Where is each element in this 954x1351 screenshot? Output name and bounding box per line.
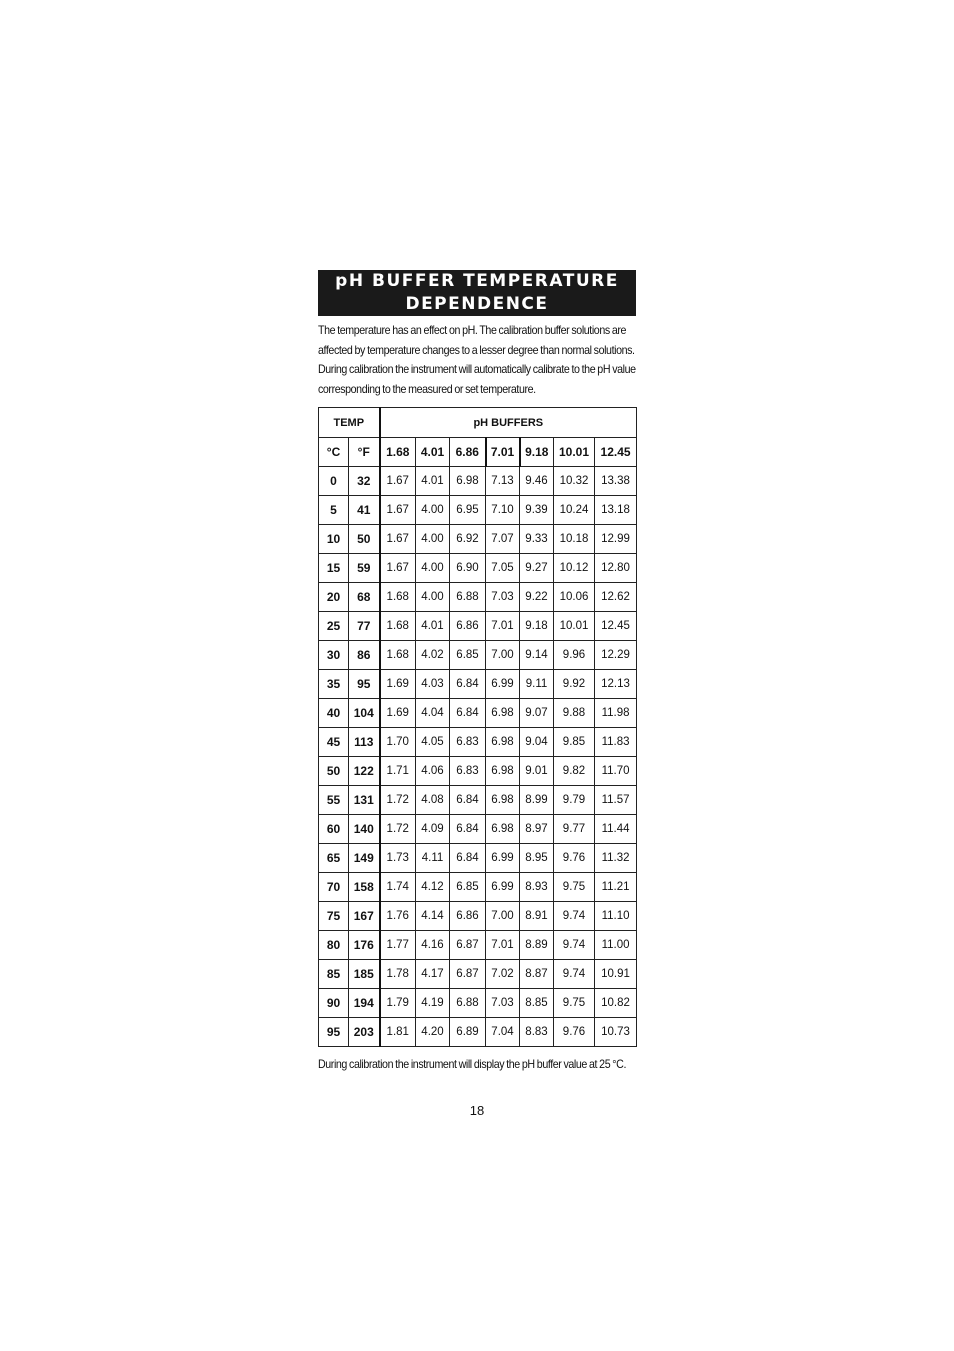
celsius-cell: 50 bbox=[319, 757, 349, 786]
buffer-value-cell: 12.45 bbox=[595, 612, 637, 641]
buffer-value-cell: 9.82 bbox=[554, 757, 595, 786]
buffer-value-cell: 7.04 bbox=[486, 1018, 520, 1047]
buffer-header: 12.45 bbox=[595, 438, 637, 467]
buffers-header: pH BUFFERS bbox=[380, 408, 637, 438]
buffer-value-cell: 11.83 bbox=[595, 728, 637, 757]
buffer-value-cell: 6.84 bbox=[450, 786, 486, 815]
buffer-value-cell: 10.18 bbox=[554, 525, 595, 554]
fahrenheit-cell: 41 bbox=[349, 496, 380, 525]
buffer-header: 10.01 bbox=[554, 438, 595, 467]
fahrenheit-cell: 68 bbox=[349, 583, 380, 612]
buffer-value-cell: 13.38 bbox=[595, 467, 637, 496]
fahrenheit-cell: 167 bbox=[349, 902, 380, 931]
buffer-value-cell: 9.01 bbox=[520, 757, 554, 786]
buffer-value-cell: 4.00 bbox=[416, 525, 450, 554]
buffer-value-cell: 1.74 bbox=[380, 873, 416, 902]
buffer-value-cell: 4.01 bbox=[416, 467, 450, 496]
buffer-value-cell: 6.98 bbox=[486, 815, 520, 844]
fahrenheit-cell: 59 bbox=[349, 554, 380, 583]
buffer-header: 7.01 bbox=[486, 438, 520, 467]
celsius-cell: 75 bbox=[319, 902, 349, 931]
buffer-value-cell: 6.86 bbox=[450, 902, 486, 931]
buffer-value-cell: 1.69 bbox=[380, 699, 416, 728]
celsius-cell: 90 bbox=[319, 989, 349, 1018]
fahrenheit-cell: 95 bbox=[349, 670, 380, 699]
table-row bbox=[319, 699, 637, 728]
celsius-cell: 35 bbox=[319, 670, 349, 699]
buffer-value-cell: 9.77 bbox=[554, 815, 595, 844]
buffer-value-cell: 10.01 bbox=[554, 612, 595, 641]
buffer-value-cell: 6.83 bbox=[450, 757, 486, 786]
buffer-header: 4.01 bbox=[416, 438, 450, 467]
buffer-value-cell: 6.84 bbox=[450, 815, 486, 844]
buffer-value-cell: 10.06 bbox=[554, 583, 595, 612]
buffer-value-cell: 9.75 bbox=[554, 989, 595, 1018]
buffer-value-cell: 6.99 bbox=[486, 844, 520, 873]
buffer-value-cell: 1.71 bbox=[380, 757, 416, 786]
buffer-value-cell: 7.13 bbox=[486, 467, 520, 496]
buffer-value-cell: 9.74 bbox=[554, 960, 595, 989]
buffer-value-cell: 4.19 bbox=[416, 989, 450, 1018]
buffer-value-cell: 6.95 bbox=[450, 496, 486, 525]
buffer-value-cell: 6.98 bbox=[486, 786, 520, 815]
buffer-value-cell: 11.21 bbox=[595, 873, 637, 902]
buffer-value-cell: 9.22 bbox=[520, 583, 554, 612]
buffer-value-cell: 1.72 bbox=[380, 786, 416, 815]
buffer-value-cell: 9.75 bbox=[554, 873, 595, 902]
table-row bbox=[319, 670, 637, 699]
page-number: 18 bbox=[469, 1103, 485, 1118]
buffer-value-cell: 4.06 bbox=[416, 757, 450, 786]
buffer-value-cell: 6.84 bbox=[450, 699, 486, 728]
buffer-value-cell: 1.67 bbox=[380, 554, 416, 583]
buffer-value-cell: 9.18 bbox=[520, 612, 554, 641]
table-row bbox=[319, 844, 637, 873]
buffer-value-cell: 6.86 bbox=[450, 612, 486, 641]
buffer-value-cell: 4.03 bbox=[416, 670, 450, 699]
buffer-value-cell: 8.83 bbox=[520, 1018, 554, 1047]
buffer-value-cell: 1.78 bbox=[380, 960, 416, 989]
buffer-value-cell: 11.32 bbox=[595, 844, 637, 873]
table-row bbox=[319, 786, 637, 815]
fahrenheit-cell: 140 bbox=[349, 815, 380, 844]
table-row bbox=[319, 525, 637, 554]
buffer-value-cell: 4.12 bbox=[416, 873, 450, 902]
table-row bbox=[319, 496, 637, 525]
buffer-value-cell: 7.03 bbox=[486, 583, 520, 612]
buffer-value-cell: 9.11 bbox=[520, 670, 554, 699]
buffer-value-cell: 9.79 bbox=[554, 786, 595, 815]
fahrenheit-cell: 203 bbox=[349, 1018, 380, 1047]
table-row bbox=[319, 612, 637, 641]
ph-buffer-table bbox=[318, 407, 637, 1047]
buffer-value-cell: 4.05 bbox=[416, 728, 450, 757]
buffer-value-cell: 9.33 bbox=[520, 525, 554, 554]
buffer-value-cell: 6.90 bbox=[450, 554, 486, 583]
buffer-header: 6.86 bbox=[450, 438, 486, 467]
buffer-header: 1.68 bbox=[380, 438, 416, 467]
buffer-value-cell: 9.39 bbox=[520, 496, 554, 525]
section-title-line1: pH BUFFER TEMPERATURE bbox=[335, 271, 619, 291]
buffer-value-cell: 9.85 bbox=[554, 728, 595, 757]
buffer-value-cell: 7.05 bbox=[486, 554, 520, 583]
fahrenheit-cell: 149 bbox=[349, 844, 380, 873]
buffer-value-cell: 6.84 bbox=[450, 844, 486, 873]
buffer-value-cell: 6.98 bbox=[486, 728, 520, 757]
buffer-value-cell: 6.83 bbox=[450, 728, 486, 757]
celsius-cell: 55 bbox=[319, 786, 349, 815]
celsius-cell: 95 bbox=[319, 1018, 349, 1047]
buffer-value-cell: 4.20 bbox=[416, 1018, 450, 1047]
buffer-value-cell: 6.99 bbox=[486, 873, 520, 902]
buffer-value-cell: 6.88 bbox=[450, 989, 486, 1018]
buffer-value-cell: 10.12 bbox=[554, 554, 595, 583]
celsius-header: °C bbox=[319, 438, 349, 467]
buffer-value-cell: 13.18 bbox=[595, 496, 637, 525]
buffer-value-cell: 7.07 bbox=[486, 525, 520, 554]
buffer-value-cell: 4.04 bbox=[416, 699, 450, 728]
buffer-value-cell: 8.87 bbox=[520, 960, 554, 989]
buffer-value-cell: 8.95 bbox=[520, 844, 554, 873]
buffer-value-cell: 10.73 bbox=[595, 1018, 637, 1047]
buffer-value-cell: 9.96 bbox=[554, 641, 595, 670]
buffer-value-cell: 10.91 bbox=[595, 960, 637, 989]
buffer-value-cell: 4.08 bbox=[416, 786, 450, 815]
buffer-header: 9.18 bbox=[520, 438, 554, 467]
buffer-value-cell: 11.44 bbox=[595, 815, 637, 844]
buffer-value-cell: 10.82 bbox=[595, 989, 637, 1018]
buffer-value-cell: 4.09 bbox=[416, 815, 450, 844]
celsius-cell: 85 bbox=[319, 960, 349, 989]
buffer-value-cell: 6.84 bbox=[450, 670, 486, 699]
buffer-value-cell: 6.85 bbox=[450, 873, 486, 902]
buffer-value-cell: 6.89 bbox=[450, 1018, 486, 1047]
buffer-value-cell: 8.99 bbox=[520, 786, 554, 815]
buffer-value-cell: 11.70 bbox=[595, 757, 637, 786]
buffer-value-cell: 4.02 bbox=[416, 641, 450, 670]
buffer-value-cell: 12.99 bbox=[595, 525, 637, 554]
fahrenheit-cell: 194 bbox=[349, 989, 380, 1018]
buffer-value-cell: 1.67 bbox=[380, 467, 416, 496]
celsius-cell: 45 bbox=[319, 728, 349, 757]
celsius-cell: 15 bbox=[319, 554, 349, 583]
buffer-value-cell: 1.68 bbox=[380, 612, 416, 641]
table-row bbox=[319, 931, 637, 960]
intro-paragraph: The temperature has an effect on pH. The calibration buffer solutions are affected by temperature changes to a lesser degree than normal solutions. During calibration the instrument will automatically calibrate to the pH value corresponding to the measured or set temperature. bbox=[318, 324, 636, 396]
fahrenheit-cell: 185 bbox=[349, 960, 380, 989]
temp-header: TEMP bbox=[319, 408, 380, 438]
buffer-value-cell: 1.68 bbox=[380, 641, 416, 670]
buffer-value-cell: 8.97 bbox=[520, 815, 554, 844]
buffer-value-cell: 1.81 bbox=[380, 1018, 416, 1047]
fahrenheit-cell: 32 bbox=[349, 467, 380, 496]
table-row bbox=[319, 554, 637, 583]
fahrenheit-cell: 122 bbox=[349, 757, 380, 786]
fahrenheit-header: °F bbox=[349, 438, 380, 467]
fahrenheit-cell: 50 bbox=[349, 525, 380, 554]
celsius-cell: 25 bbox=[319, 612, 349, 641]
buffer-value-cell: 6.98 bbox=[486, 757, 520, 786]
table-row bbox=[319, 467, 637, 496]
fahrenheit-cell: 158 bbox=[349, 873, 380, 902]
celsius-cell: 65 bbox=[319, 844, 349, 873]
buffer-value-cell: 1.72 bbox=[380, 815, 416, 844]
buffer-value-cell: 6.99 bbox=[486, 670, 520, 699]
celsius-cell: 80 bbox=[319, 931, 349, 960]
table-row bbox=[319, 728, 637, 757]
fahrenheit-cell: 113 bbox=[349, 728, 380, 757]
celsius-cell: 40 bbox=[319, 699, 349, 728]
buffer-value-cell: 9.46 bbox=[520, 467, 554, 496]
buffer-value-cell: 4.01 bbox=[416, 612, 450, 641]
celsius-cell: 30 bbox=[319, 641, 349, 670]
table-row bbox=[319, 960, 637, 989]
celsius-cell: 60 bbox=[319, 815, 349, 844]
table-row bbox=[319, 1018, 637, 1047]
buffer-value-cell: 7.00 bbox=[486, 902, 520, 931]
buffer-value-cell: 7.02 bbox=[486, 960, 520, 989]
buffer-value-cell: 12.80 bbox=[595, 554, 637, 583]
buffer-value-cell: 8.85 bbox=[520, 989, 554, 1018]
buffer-value-cell: 9.88 bbox=[554, 699, 595, 728]
buffer-value-cell: 10.24 bbox=[554, 496, 595, 525]
table-subheader-row bbox=[319, 438, 637, 467]
fahrenheit-cell: 77 bbox=[349, 612, 380, 641]
buffer-value-cell: 6.98 bbox=[450, 467, 486, 496]
fahrenheit-cell: 86 bbox=[349, 641, 380, 670]
table-row bbox=[319, 757, 637, 786]
buffer-value-cell: 12.62 bbox=[595, 583, 637, 612]
section-title-line2: DEPENDENCE bbox=[405, 294, 549, 314]
buffer-value-cell: 9.92 bbox=[554, 670, 595, 699]
buffer-value-cell: 11.57 bbox=[595, 786, 637, 815]
buffer-value-cell: 4.00 bbox=[416, 496, 450, 525]
buffer-value-cell: 12.13 bbox=[595, 670, 637, 699]
buffer-value-cell: 1.69 bbox=[380, 670, 416, 699]
buffer-value-cell: 9.14 bbox=[520, 641, 554, 670]
buffer-value-cell: 6.85 bbox=[450, 641, 486, 670]
footnote: During calibration the instrument will display the pH buffer value at 25 °C. bbox=[318, 1058, 626, 1071]
buffer-value-cell: 4.16 bbox=[416, 931, 450, 960]
buffer-value-cell: 4.11 bbox=[416, 844, 450, 873]
buffer-value-cell: 1.67 bbox=[380, 496, 416, 525]
buffer-value-cell: 9.07 bbox=[520, 699, 554, 728]
buffer-value-cell: 6.98 bbox=[486, 699, 520, 728]
section-title bbox=[318, 270, 636, 316]
buffer-value-cell: 8.93 bbox=[520, 873, 554, 902]
buffer-value-cell: 4.00 bbox=[416, 554, 450, 583]
buffer-value-cell: 9.27 bbox=[520, 554, 554, 583]
buffer-value-cell: 6.92 bbox=[450, 525, 486, 554]
buffer-value-cell: 6.88 bbox=[450, 583, 486, 612]
buffer-value-cell: 11.00 bbox=[595, 931, 637, 960]
buffer-value-cell: 4.14 bbox=[416, 902, 450, 931]
buffer-value-cell: 7.03 bbox=[486, 989, 520, 1018]
buffer-value-cell: 4.00 bbox=[416, 583, 450, 612]
buffer-value-cell: 11.10 bbox=[595, 902, 637, 931]
celsius-cell: 10 bbox=[319, 525, 349, 554]
buffer-value-cell: 12.29 bbox=[595, 641, 637, 670]
buffer-value-cell: 1.68 bbox=[380, 583, 416, 612]
table-row bbox=[319, 989, 637, 1018]
buffer-value-cell: 10.32 bbox=[554, 467, 595, 496]
celsius-cell: 70 bbox=[319, 873, 349, 902]
table-row bbox=[319, 583, 637, 612]
buffer-value-cell: 1.77 bbox=[380, 931, 416, 960]
buffer-value-cell: 9.04 bbox=[520, 728, 554, 757]
celsius-cell: 20 bbox=[319, 583, 349, 612]
buffer-value-cell: 9.74 bbox=[554, 931, 595, 960]
fahrenheit-cell: 131 bbox=[349, 786, 380, 815]
buffer-value-cell: 9.76 bbox=[554, 1018, 595, 1047]
buffer-value-cell: 1.67 bbox=[380, 525, 416, 554]
buffer-value-cell: 1.70 bbox=[380, 728, 416, 757]
buffer-value-cell: 4.17 bbox=[416, 960, 450, 989]
buffer-value-cell: 11.98 bbox=[595, 699, 637, 728]
celsius-cell: 5 bbox=[319, 496, 349, 525]
buffer-value-cell: 6.87 bbox=[450, 960, 486, 989]
buffer-value-cell: 9.76 bbox=[554, 844, 595, 873]
table-row bbox=[319, 902, 637, 931]
celsius-cell: 0 bbox=[319, 467, 349, 496]
buffer-value-cell: 1.79 bbox=[380, 989, 416, 1018]
buffer-value-cell: 1.73 bbox=[380, 844, 416, 873]
buffer-value-cell: 8.91 bbox=[520, 902, 554, 931]
buffer-value-cell: 7.10 bbox=[486, 496, 520, 525]
table-row bbox=[319, 815, 637, 844]
buffer-value-cell: 7.01 bbox=[486, 612, 520, 641]
table-header-row bbox=[319, 408, 637, 438]
buffer-value-cell: 6.87 bbox=[450, 931, 486, 960]
buffer-value-cell: 1.76 bbox=[380, 902, 416, 931]
table-row bbox=[319, 873, 637, 902]
table-row bbox=[319, 641, 637, 670]
buffer-value-cell: 7.00 bbox=[486, 641, 520, 670]
fahrenheit-cell: 176 bbox=[349, 931, 380, 960]
buffer-value-cell: 8.89 bbox=[520, 931, 554, 960]
buffer-value-cell: 9.74 bbox=[554, 902, 595, 931]
fahrenheit-cell: 104 bbox=[349, 699, 380, 728]
buffer-value-cell: 7.01 bbox=[486, 931, 520, 960]
